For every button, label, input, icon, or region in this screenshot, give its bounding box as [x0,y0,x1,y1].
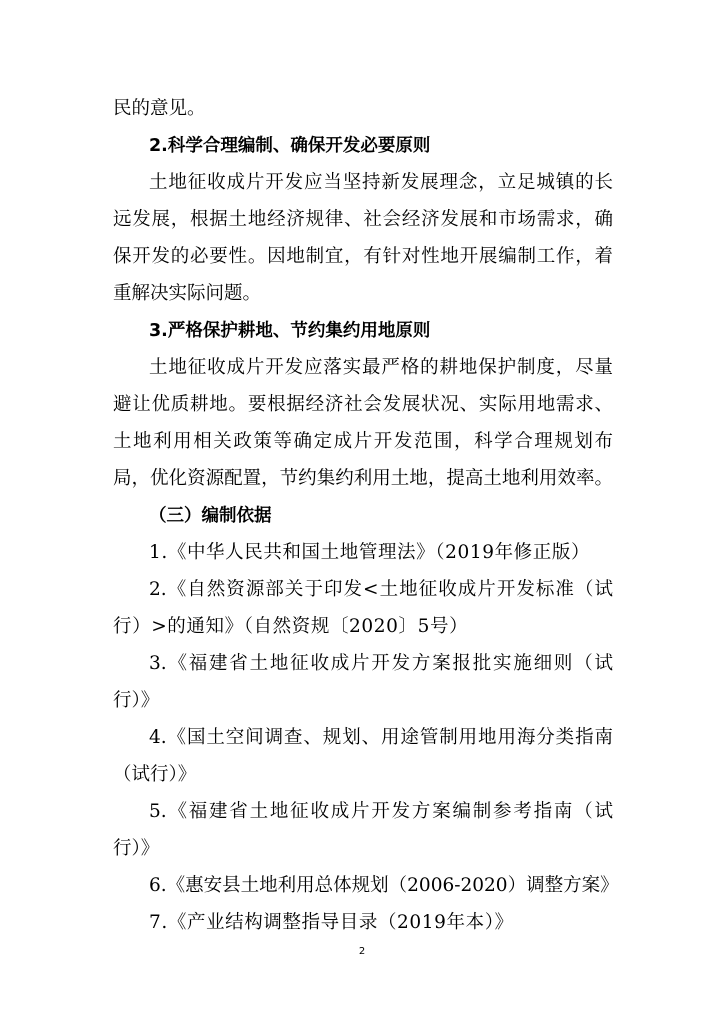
reference-item-continued: 行）>的通知》（自然资规〔2020〕5号） [113,616,469,637]
reference-item-continued: 行）》 [113,690,160,711]
reference-item: 1.《中华人民共和国土地管理法》（2019年修正版） [149,542,591,563]
reference-item-continued: 行）》 [113,838,160,859]
paragraph-line: 土地利用相关政策等确定成片开发范围，科学合理规划布 [113,431,613,452]
paragraph-line: 土地征收成片开发应落实最严格的耕地保护制度，尽量 [149,357,613,378]
reference-item: 7.《产业结构调整指导目录（2019年本）》 [149,912,514,933]
section-heading: （三）编制依据 [149,506,272,526]
section-heading: 3.严格保护耕地、节约集约用地原则 [149,321,431,341]
paragraph-line: 避让优质耕地。要根据经济社会发展状况、实际用地需求、 [113,394,613,415]
paragraph-line: 土地征收成片开发应当坚持新发展理念，立足城镇的长 [149,172,613,193]
reference-item: 6.《惠安县土地利用总体规划（2006-2020）调整方案》 [149,875,619,896]
reference-item-continued: （试行）》 [113,764,197,785]
paragraph-line: 民的意见。 [113,98,206,119]
reference-item: 2.《自然资源部关于印发<土地征收成片开发标准（试 [149,579,613,600]
paragraph-line: 局，优化资源配置，节约集约利用土地，提高土地利用效率。 [113,468,613,489]
reference-item: 4.《国土空间调查、规划、用途管制用地用海分类指南 [149,727,613,748]
reference-item: 5.《福建省土地征收成片开发方案编制参考指南（试 [149,801,613,822]
page-number: 2 [358,946,366,957]
reference-item: 3.《福建省土地征收成片开发方案报批实施细则（试 [149,653,613,674]
section-heading: 2.科学合理编制、确保开发必要原则 [149,136,431,156]
paragraph-line: 远发展，根据土地经济规律、社会经济发展和市场需求，确 [113,209,613,230]
paragraph-line: 保开发的必要性。因地制宜，有针对性地开展编制工作，着 [113,246,613,267]
paragraph-line: 重解决实际问题。 [113,283,262,304]
